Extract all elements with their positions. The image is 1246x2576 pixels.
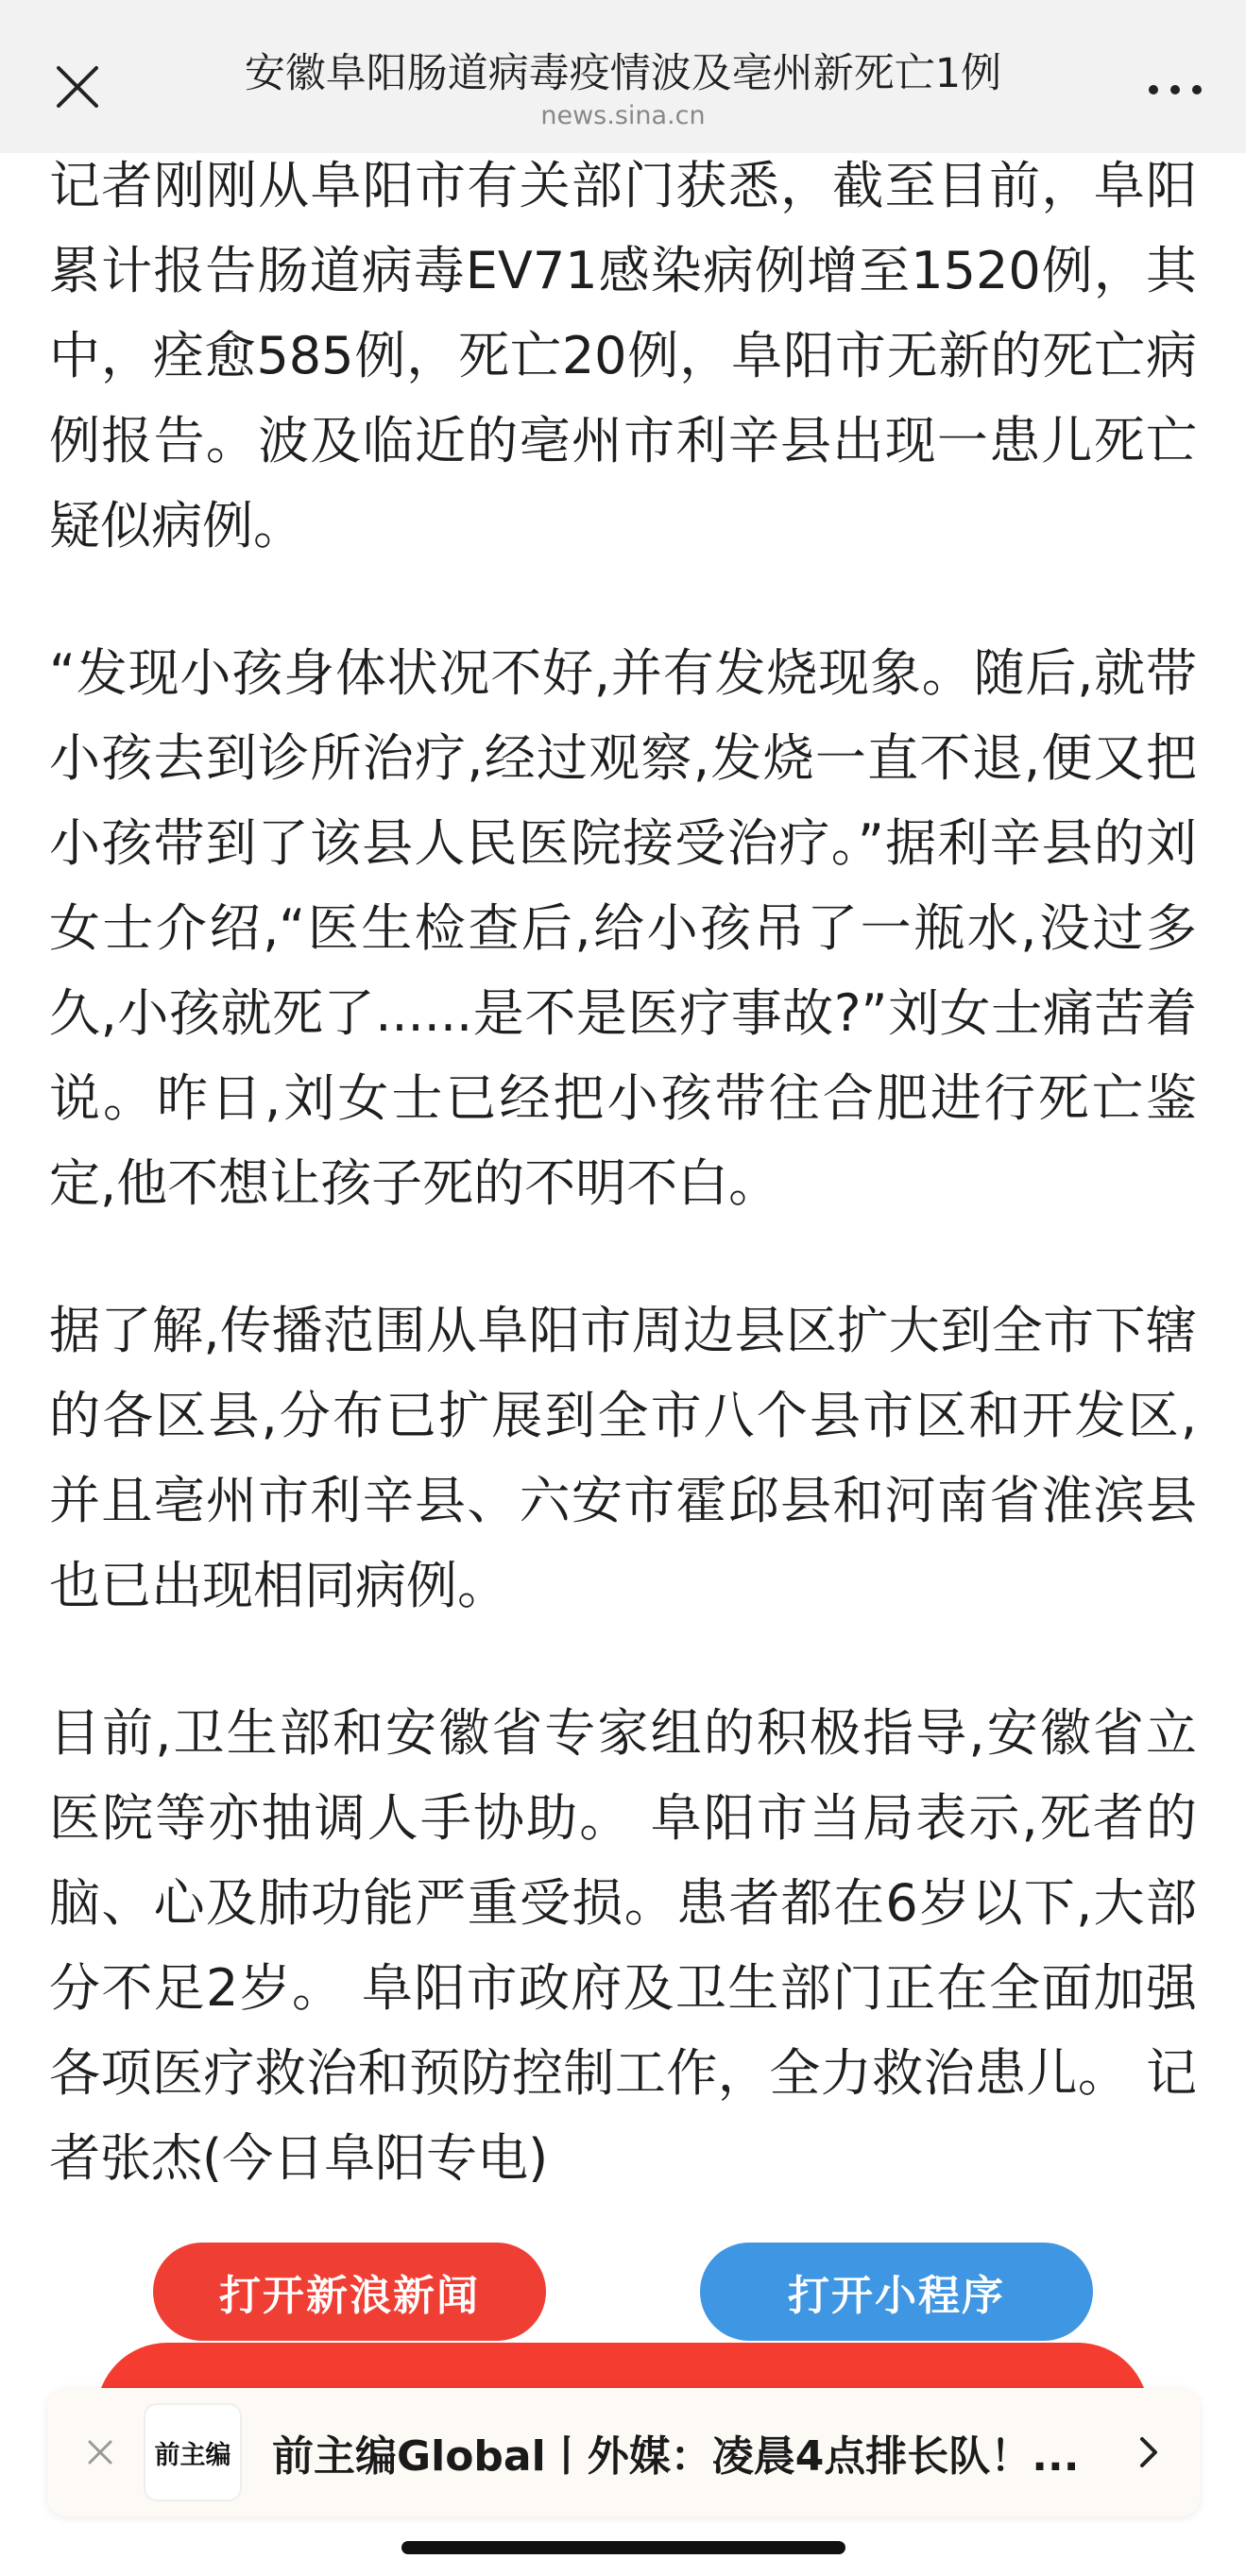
page-title: 安徽阜阳肠道病毒疫情波及亳州新死亡1例	[244, 50, 1002, 97]
chevron-right-icon	[1130, 2433, 1168, 2471]
home-indicator[interactable]	[401, 2541, 845, 2554]
article-body	[49, 144, 1197, 2263]
banner-logo: 前主编	[144, 2403, 242, 2501]
banner-arrow-button[interactable]	[1111, 2414, 1186, 2490]
banner-close-button[interactable]	[62, 2414, 138, 2490]
close-icon	[84, 2436, 116, 2468]
open-sina-news-button[interactable]: 打开新浪新闻	[153, 2243, 546, 2341]
top-bar	[0, 0, 1246, 153]
article-paragraph: 目前,卫生部和安徽省专家组的积极指导,安徽省立医院等亦抽调人手协助。 阜阳市当局表示,死者的脑、心及肺功能严重受损。患者都在6岁以下,大部分不足2岁。 阜阳市政府及卫生部门正在全面加强各项医疗救治和预防控制工作，全力救治患儿。 记者张杰(今日阜阳专电)	[49, 1703, 1197, 2188]
article-paragraph: 记者刚刚从阜阳市有关部门获悉，截至目前，阜阳累计报告肠道病毒EV71感染病例增至1520例，其中，痊愈585例，死亡20例，阜阳市无新的死亡病例报告。波及临近的亳州市利辛县出现一患儿死亡疑似病例。	[49, 156, 1197, 555]
open-mini-program-button[interactable]: 打开小程序	[700, 2243, 1093, 2341]
article-paragraph: “发现小孩身体状况不好,并有发烧现象。随后,就带小孩去到诊所治疗,经过观察,发烧一直不退,便又把小孩带到了该县人民医院接受治疗。”据利辛县的刘女士介绍,“医生检查后,给小孩吊了一瓶水,没过多久,小孩就死了......是不是医疗事故?”刘女士痛苦着说。昨日,刘女士已经把小孩带往合肥进行死亡鉴定,他不想让孩子死的不明不白。	[49, 643, 1197, 1213]
recommendation-banner[interactable]	[47, 2388, 1200, 2516]
article-paragraph: 据了解,传播范围从阜阳市周边县区扩大到全市下辖的各区县,分布已扩展到全市八个县市区和开发区,并且亳州市利辛县、六安市霍邱县和河南省淮滨县也已出现相同病例。	[49, 1301, 1197, 1615]
banner-text[interactable]: 前主编Global丨外媒：凌晨4点排长队！...	[272, 2432, 1080, 2481]
more-icon	[1142, 66, 1208, 113]
more-button[interactable]	[1142, 66, 1208, 113]
page-source: news.sina.cn	[540, 101, 706, 130]
